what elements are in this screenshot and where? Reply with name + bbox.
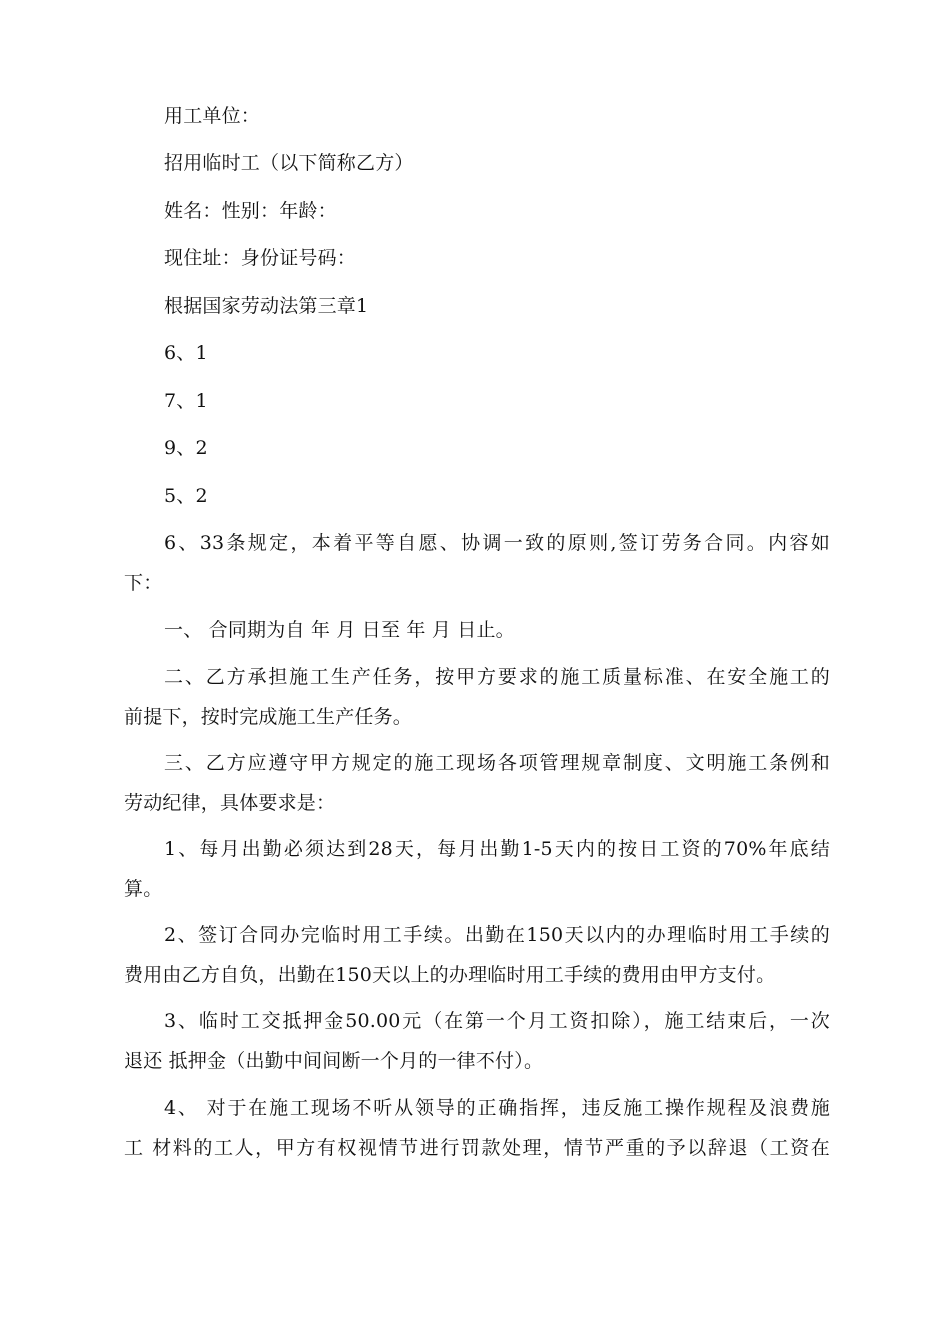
clause-3-continuation: 劳动纪律，具体要求是： bbox=[124, 792, 336, 814]
temporary-worker-line: 招用临时工（以下简称乙方） bbox=[164, 152, 414, 174]
article-number-line: 9、2 bbox=[164, 437, 208, 459]
clause-2-continuation: 前提下，按时完成施工生产任务。 bbox=[124, 706, 413, 728]
address-id-line: 现住址：身份证号码： bbox=[164, 247, 357, 269]
requirement-2-continuation: 费用由乙方自负，出勤在150天以上的办理临时用工手续的费用由甲方支付。 bbox=[124, 964, 776, 986]
labor-law-reference-line: 根据国家劳动法第三章1 bbox=[164, 295, 369, 317]
requirement-3-continuation: 退还 抵押金（出勤中间间断一个月的一律不付）。 bbox=[124, 1050, 544, 1072]
article-number-line: 6、1 bbox=[164, 342, 208, 364]
article-number-line: 7、1 bbox=[164, 390, 208, 412]
contract-principle-continuation: 下： bbox=[124, 572, 163, 594]
article-number-line: 5、2 bbox=[164, 485, 208, 507]
requirement-1-line: 1、每月出勤必须达到28天，每月出勤1-5天内的按日工资的70%年底结 bbox=[164, 838, 830, 860]
clause-2-line: 二、乙方承担施工生产任务，按甲方要求的施工质量标准、在安全施工的 bbox=[164, 666, 830, 688]
requirement-4-continuation: 工 材料的工人，甲方有权视情节进行罚款处理，情节严重的予以辞退（工资在 bbox=[124, 1137, 830, 1159]
requirement-1-continuation: 算。 bbox=[124, 878, 163, 900]
requirement-3-line: 3、临时工交抵押金50.00元（在第一个月工资扣除），施工结束后，一次 bbox=[164, 1010, 830, 1032]
contract-principle-line: 6、33条规定，本着平等自愿、协调一致的原则,签订劳务合同。内容如 bbox=[164, 532, 830, 554]
clause-1-term: 一、 合同期为自 年 月 日至 年 月 日止。 bbox=[164, 619, 515, 641]
employer-unit-line: 用工单位： bbox=[164, 105, 261, 127]
clause-3-line: 三、乙方应遵守甲方规定的施工现场各项管理规章制度、文明施工条例和 bbox=[164, 752, 830, 774]
requirement-2-line: 2、签订合同办完临时用工手续。出勤在150天以内的办理临时用工手续的 bbox=[164, 924, 830, 946]
name-gender-age-line: 姓名：性别：年龄： bbox=[164, 200, 337, 222]
requirement-4-line: 4、 对于在施工现场不听从领导的正确指挥，违反施工操作规程及浪费施 bbox=[164, 1097, 830, 1119]
